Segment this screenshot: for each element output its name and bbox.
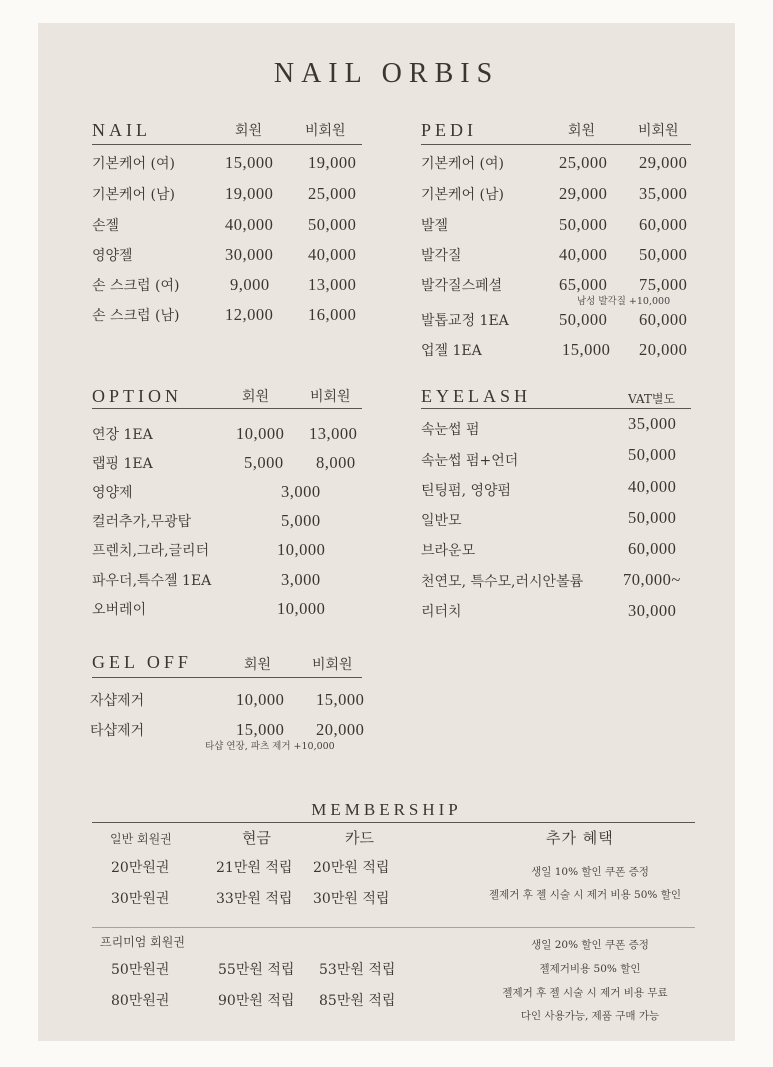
list-item-name: 기본케어 (여) bbox=[92, 156, 175, 172]
geloff-col-nonmember: 비회원 bbox=[312, 657, 353, 673]
nail-col-nonmember: 비회원 bbox=[305, 123, 346, 139]
list-item-member-price: 15,000 bbox=[236, 720, 285, 739]
premium-benefit: 젤제거 후 젤 시술 시 제거 비용 무료 bbox=[502, 987, 668, 999]
list-item-name: 속눈썹 펌 bbox=[421, 422, 480, 438]
nail-heading: NAIL bbox=[92, 120, 151, 140]
list-item-member-price: 10,000 bbox=[236, 690, 285, 709]
nail-col-member: 회원 bbox=[235, 123, 263, 139]
pedi-col-member: 회원 bbox=[568, 123, 596, 139]
list-item-member-price: 65,000 bbox=[559, 275, 608, 294]
membership-cash: 55만원 적립 bbox=[218, 962, 295, 978]
membership-card: 85만원 적립 bbox=[319, 993, 396, 1009]
list-item-nonmember-price: 50,000 bbox=[308, 215, 357, 234]
list-item-nonmember-price: 15,000 bbox=[316, 690, 365, 709]
pedi-col-nonmember: 비회원 bbox=[638, 123, 679, 139]
membership-name: 30만원권 bbox=[111, 891, 170, 907]
pedi-note: 남성 발각질 +10,000 bbox=[577, 296, 671, 307]
eyelash-divider bbox=[421, 408, 691, 409]
list-item-price: 30,000 bbox=[628, 601, 677, 620]
list-item-price: 10,000 bbox=[277, 599, 326, 618]
list-item-name: 기본케어 (남) bbox=[92, 187, 175, 203]
premium-divider bbox=[92, 927, 695, 928]
list-item-name: 오버레이 bbox=[92, 602, 147, 618]
list-item-name: 리터치 bbox=[421, 604, 462, 620]
list-item-nonmember-price: 25,000 bbox=[308, 184, 357, 203]
col-cash: 현금 bbox=[242, 829, 271, 847]
list-item-name: 천연모, 특수모,러시안볼륨 bbox=[421, 574, 584, 590]
list-item-price: 35,000 bbox=[628, 414, 677, 433]
list-item-name: 영양젤 bbox=[92, 248, 133, 264]
list-item-member-price: 19,000 bbox=[225, 184, 274, 203]
list-item-nonmember-price: 19,000 bbox=[308, 153, 357, 172]
list-item-name: 자샵제거 bbox=[90, 693, 145, 709]
membership-name: 80만원권 bbox=[111, 993, 170, 1009]
list-item-member-price: 9,000 bbox=[230, 275, 270, 294]
membership-card: 53만원 적립 bbox=[319, 962, 396, 978]
geloff-heading: GEL OFF bbox=[92, 652, 192, 672]
membership-name: 20만원권 bbox=[111, 860, 170, 876]
list-item-nonmember-price: 20,000 bbox=[316, 720, 365, 739]
list-item-member-price: 29,000 bbox=[559, 184, 608, 203]
option-divider bbox=[92, 408, 362, 409]
membership-name: 50만원권 bbox=[111, 962, 170, 978]
list-item-member-price: 50,000 bbox=[559, 215, 608, 234]
list-item-nonmember-price: 35,000 bbox=[639, 184, 688, 203]
list-item-name: 손 스크럽 (여) bbox=[92, 278, 180, 294]
list-item-name: 속눈썹 펌+언더 bbox=[421, 453, 519, 469]
membership-heading: MEMBERSHIP bbox=[311, 800, 462, 819]
list-item-member-price: 25,000 bbox=[559, 153, 608, 172]
pedi-divider bbox=[421, 144, 691, 145]
list-item-name: 틴팅펌, 영양펌 bbox=[421, 483, 512, 499]
list-item-member-price: 5,000 bbox=[244, 453, 284, 472]
membership-cash: 33만원 적립 bbox=[216, 891, 293, 907]
list-item-name: 손 스크럽 (남) bbox=[92, 308, 180, 324]
list-item-member-price: 30,000 bbox=[225, 245, 274, 264]
eyelash-heading: EYELASH bbox=[421, 386, 531, 406]
page-title: NAIL ORBIS bbox=[273, 58, 500, 89]
eyelash-vat-note: VAT별도 bbox=[628, 392, 676, 406]
list-item-nonmember-price: 60,000 bbox=[639, 215, 688, 234]
list-item-price: 5,000 bbox=[281, 511, 321, 530]
list-item-name: 영양제 bbox=[92, 485, 133, 501]
list-item-nonmember-price: 50,000 bbox=[639, 245, 688, 264]
premium-membership-label: 프리미엄 회원권 bbox=[100, 935, 185, 949]
list-item-price: 50,000 bbox=[628, 508, 677, 527]
geloff-divider bbox=[92, 677, 362, 678]
nail-divider bbox=[92, 144, 362, 145]
list-item-price: 3,000 bbox=[281, 570, 321, 589]
premium-benefit: 다인 사용가능, 제품 구매 가능 bbox=[520, 1010, 660, 1022]
membership-cash: 21만원 적립 bbox=[216, 860, 293, 876]
option-col-member: 회원 bbox=[242, 389, 270, 405]
list-item-nonmember-price: 20,000 bbox=[639, 340, 688, 359]
list-item-nonmember-price: 40,000 bbox=[308, 245, 357, 264]
list-item-member-price: 10,000 bbox=[236, 424, 285, 443]
list-item-price: 50,000 bbox=[628, 445, 677, 464]
list-item-name: 발각질스페셜 bbox=[421, 278, 503, 294]
list-item-name: 기본케어 (남) bbox=[421, 187, 504, 203]
list-item-name: 손젤 bbox=[92, 218, 120, 234]
list-item-nonmember-price: 8,000 bbox=[316, 453, 356, 472]
list-item-price: 60,000 bbox=[628, 539, 677, 558]
list-item-price: 10,000 bbox=[277, 540, 326, 559]
list-item-name: 연장 1EA bbox=[92, 427, 153, 443]
premium-benefit: 젤제거비용 50% 할인 bbox=[539, 963, 641, 975]
list-item-member-price: 40,000 bbox=[559, 245, 608, 264]
premium-benefit: 생일 20% 할인 쿠폰 증정 bbox=[531, 939, 649, 951]
list-item-nonmember-price: 75,000 bbox=[639, 275, 688, 294]
list-item-name: 컬러추가,무광탑 bbox=[92, 514, 192, 530]
list-item-member-price: 15,000 bbox=[562, 340, 611, 359]
membership-cash: 90만원 적립 bbox=[218, 993, 295, 1009]
option-heading: OPTION bbox=[92, 386, 182, 406]
list-item-name: 브라운모 bbox=[421, 543, 476, 559]
general-benefit: 생일 10% 할인 쿠폰 증정 bbox=[531, 866, 649, 878]
list-item-price: 3,000 bbox=[281, 482, 321, 501]
membership-card: 20만원 적립 bbox=[313, 860, 390, 876]
general-membership-label: 일반 회원권 bbox=[110, 832, 172, 846]
list-item-member-price: 50,000 bbox=[559, 310, 608, 329]
list-item-name: 기본케어 (여) bbox=[421, 156, 504, 172]
list-item-nonmember-price: 60,000 bbox=[639, 310, 688, 329]
geloff-col-member: 회원 bbox=[244, 657, 272, 673]
list-item-name: 업젤 1EA bbox=[421, 343, 482, 359]
general-benefit: 젤제거 후 젤 시술 시 제거 비용 50% 할인 bbox=[488, 889, 682, 901]
list-item-name: 랩핑 1EA bbox=[92, 456, 153, 472]
list-item-member-price: 40,000 bbox=[225, 215, 274, 234]
list-item-member-price: 12,000 bbox=[225, 305, 274, 324]
pedi-heading: PEDI bbox=[421, 120, 477, 140]
list-item-price: 40,000 bbox=[628, 477, 677, 496]
col-extra-benefit: 추가 혜택 bbox=[546, 829, 614, 847]
list-item-nonmember-price: 13,000 bbox=[309, 424, 358, 443]
list-item-name: 프렌치,그라,글리터 bbox=[92, 543, 210, 559]
list-item-nonmember-price: 29,000 bbox=[639, 153, 688, 172]
list-item-name: 발각질 bbox=[421, 248, 462, 264]
list-item-name: 발톱교정 1EA bbox=[421, 313, 509, 329]
list-item-price: 70,000~ bbox=[623, 570, 681, 589]
membership-card: 30만원 적립 bbox=[313, 891, 390, 907]
list-item-name: 파우더,특수젤 1EA bbox=[92, 573, 212, 589]
col-card: 카드 bbox=[345, 829, 374, 847]
option-col-nonmember: 비회원 bbox=[310, 389, 351, 405]
list-item-nonmember-price: 16,000 bbox=[308, 305, 357, 324]
list-item-name: 일반모 bbox=[421, 513, 462, 529]
list-item-name: 타샵제거 bbox=[90, 723, 145, 739]
list-item-nonmember-price: 13,000 bbox=[308, 275, 357, 294]
geloff-note: 타샵 연장, 파츠 제거 +10,000 bbox=[205, 741, 335, 752]
list-item-member-price: 15,000 bbox=[225, 153, 274, 172]
list-item-name: 발젤 bbox=[421, 218, 449, 234]
membership-divider bbox=[92, 822, 695, 823]
